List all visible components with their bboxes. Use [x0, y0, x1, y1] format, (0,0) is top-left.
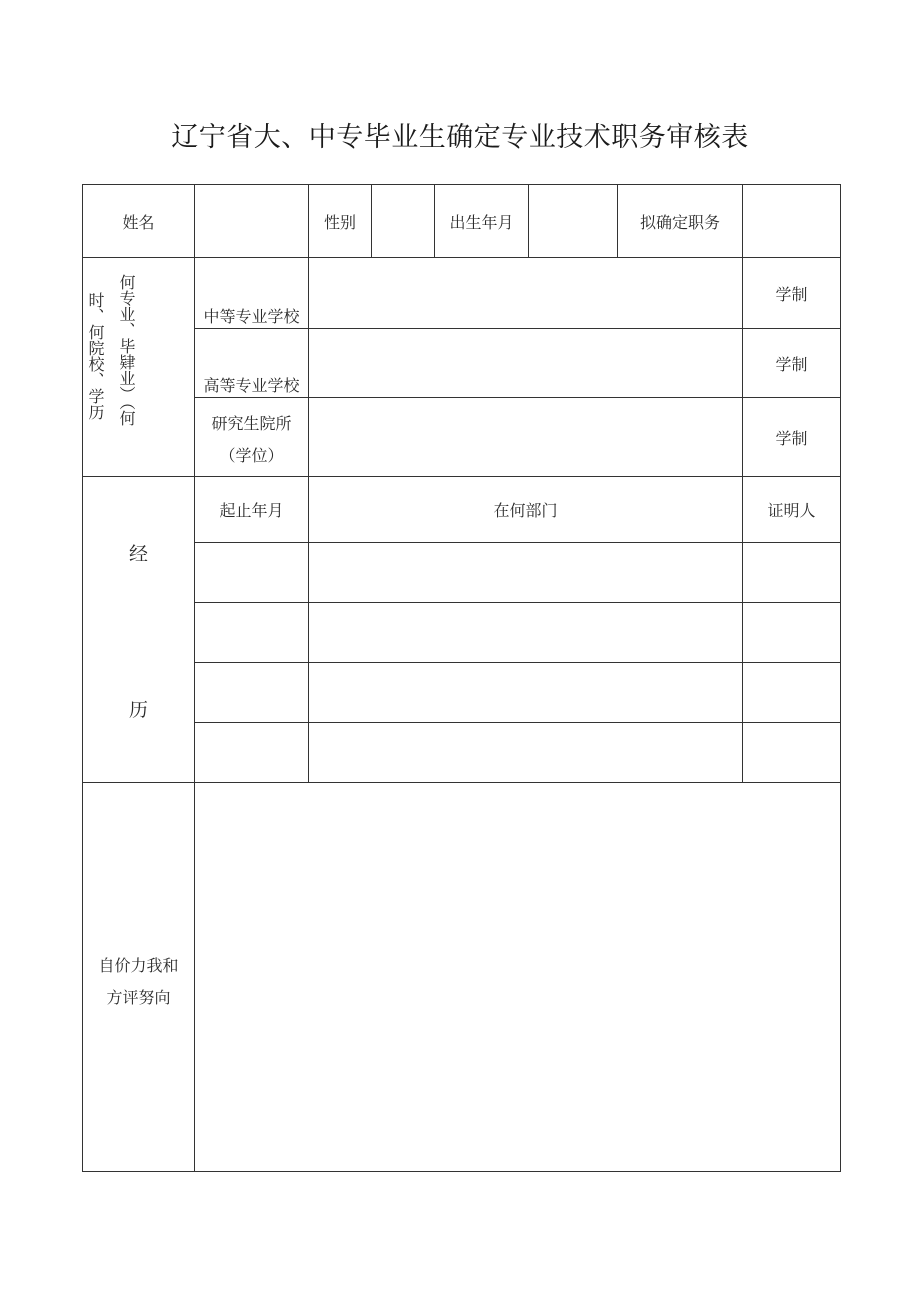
self-evaluation-label — [83, 950, 194, 1014]
witness-header: 证明人 — [767, 501, 816, 520]
secondary-school-label: 中等专业学校 — [203, 306, 300, 326]
experience-period-field[interactable] — [195, 543, 308, 602]
name-field[interactable] — [195, 185, 308, 257]
proposed-position-label: 拟确定职务 — [639, 212, 720, 232]
experience-period-field[interactable] — [195, 663, 308, 722]
experience-witness-field[interactable] — [743, 663, 840, 722]
self-evaluation-field[interactable] — [195, 783, 840, 1171]
graduate-school-system-label: 学制 — [775, 428, 808, 448]
experience-period-field[interactable] — [195, 603, 308, 662]
graduate-school-line1: 研究生院所 — [211, 414, 292, 433]
experience-department-field[interactable] — [309, 663, 742, 722]
table-border-right — [840, 184, 841, 1172]
self-evaluation-line2: 方评努向 — [106, 988, 171, 1007]
gender-label: 性别 — [323, 212, 356, 232]
education-side-label-col2: 时、何院校、学历 — [86, 292, 105, 420]
experience-witness-field[interactable] — [743, 543, 840, 602]
name-label: 姓名 — [122, 212, 155, 232]
experience-side-label-bottom: 历 — [128, 698, 148, 721]
experience-side-label-top: 经 — [128, 542, 148, 565]
college-field[interactable] — [309, 329, 742, 397]
experience-period-field[interactable] — [195, 723, 308, 782]
secondary-school-field[interactable] — [309, 258, 742, 328]
college-label: 高等专业学校 — [203, 375, 300, 395]
experience-witness-field[interactable] — [743, 603, 840, 662]
education-side-label-col1: 何专业、毕肄业）（何 — [117, 274, 136, 426]
proposed-position-field[interactable] — [743, 185, 840, 257]
table-border-bottom — [82, 1171, 841, 1172]
experience-department-field[interactable] — [309, 543, 742, 602]
birth-date-field[interactable] — [529, 185, 617, 257]
self-evaluation-line1: 自价力我和 — [98, 956, 179, 975]
experience-department-field[interactable] — [309, 603, 742, 662]
period-header: 起止年月 — [219, 501, 284, 520]
table-border-left — [82, 184, 83, 1172]
experience-witness-field[interactable] — [743, 723, 840, 782]
graduate-school-label — [195, 408, 308, 472]
graduate-school-field[interactable] — [309, 398, 742, 476]
secondary-school-system-label: 学制 — [775, 284, 808, 304]
graduate-school-line2: （学位） — [219, 446, 284, 465]
birth-date-label: 出生年月 — [449, 212, 514, 232]
department-header: 在何部门 — [493, 501, 558, 520]
experience-department-field[interactable] — [309, 723, 742, 782]
gender-field[interactable] — [372, 185, 434, 257]
college-system-label: 学制 — [775, 354, 808, 374]
form-title: 辽宁省大、中专毕业生确定专业技术职务审核表 — [171, 122, 749, 153]
